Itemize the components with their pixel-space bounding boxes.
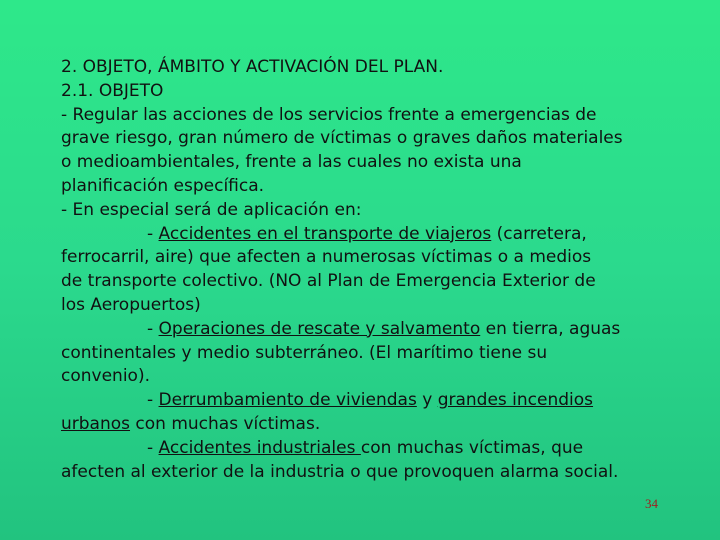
underlined-phrase: grandes incendios (437, 390, 594, 411)
item-text: en tierra, aguas (480, 318, 621, 339)
text-line: ferrocarril, aire) que afecten a numerosas víctimas o a medios (61, 247, 592, 268)
text-line: afecten al exterior de la industria o que provoquen alarma social. (61, 461, 619, 482)
underlined-phrase: urbanos (61, 413, 131, 434)
section-heading: 2. OBJETO, ÁMBITO Y ACTIVACIÓN DEL PLAN. (61, 57, 444, 77)
text-line (61, 413, 667, 437)
subsection-heading: 2.1. OBJETO (61, 80, 164, 101)
list-item-rescue (61, 318, 667, 342)
text-line: grave riesgo, gran número de víctimas o graves daños materiales (61, 128, 623, 149)
underlined-phrase: Accidentes industriales (158, 437, 361, 458)
text-line: continentales y medio subterráneo. (El marítimo tiene su (61, 342, 548, 363)
underlined-phrase: Derrumbamiento de viviendas (158, 390, 417, 411)
item-text: y (416, 390, 438, 411)
text-line: o medioambientales, frente a las cuales no exista una (61, 152, 522, 173)
item-text: con muchas víctimas, que (360, 437, 584, 458)
text-line: - Regular las acciones de los servicios frente a emergencias de (61, 104, 597, 125)
text-line: de transporte colectivo. (NO al Plan de Emergencia Exterior de (61, 271, 596, 292)
text-line: - En especial será de aplicación en: (61, 199, 362, 220)
list-item-industrial (61, 437, 667, 461)
page-number: 34 (645, 496, 658, 511)
item-dash: - (147, 223, 159, 244)
list-item-transport (61, 223, 667, 247)
slide-body (61, 56, 667, 484)
item-text: (carretera, (491, 223, 587, 244)
text-line: los Aeropuertos) (61, 294, 201, 315)
item-text: con muchas víctimas. (130, 413, 321, 434)
list-item-collapse (61, 389, 667, 413)
item-dash: - (147, 437, 159, 458)
underlined-phrase: Operaciones de rescate y salvamento (158, 318, 481, 339)
item-dash: - (147, 318, 159, 339)
text-line: planificación específica. (61, 175, 265, 196)
underlined-phrase: Accidentes en el transporte de viajeros (158, 223, 492, 244)
item-dash: - (147, 390, 159, 411)
text-line: convenio). (61, 366, 150, 387)
